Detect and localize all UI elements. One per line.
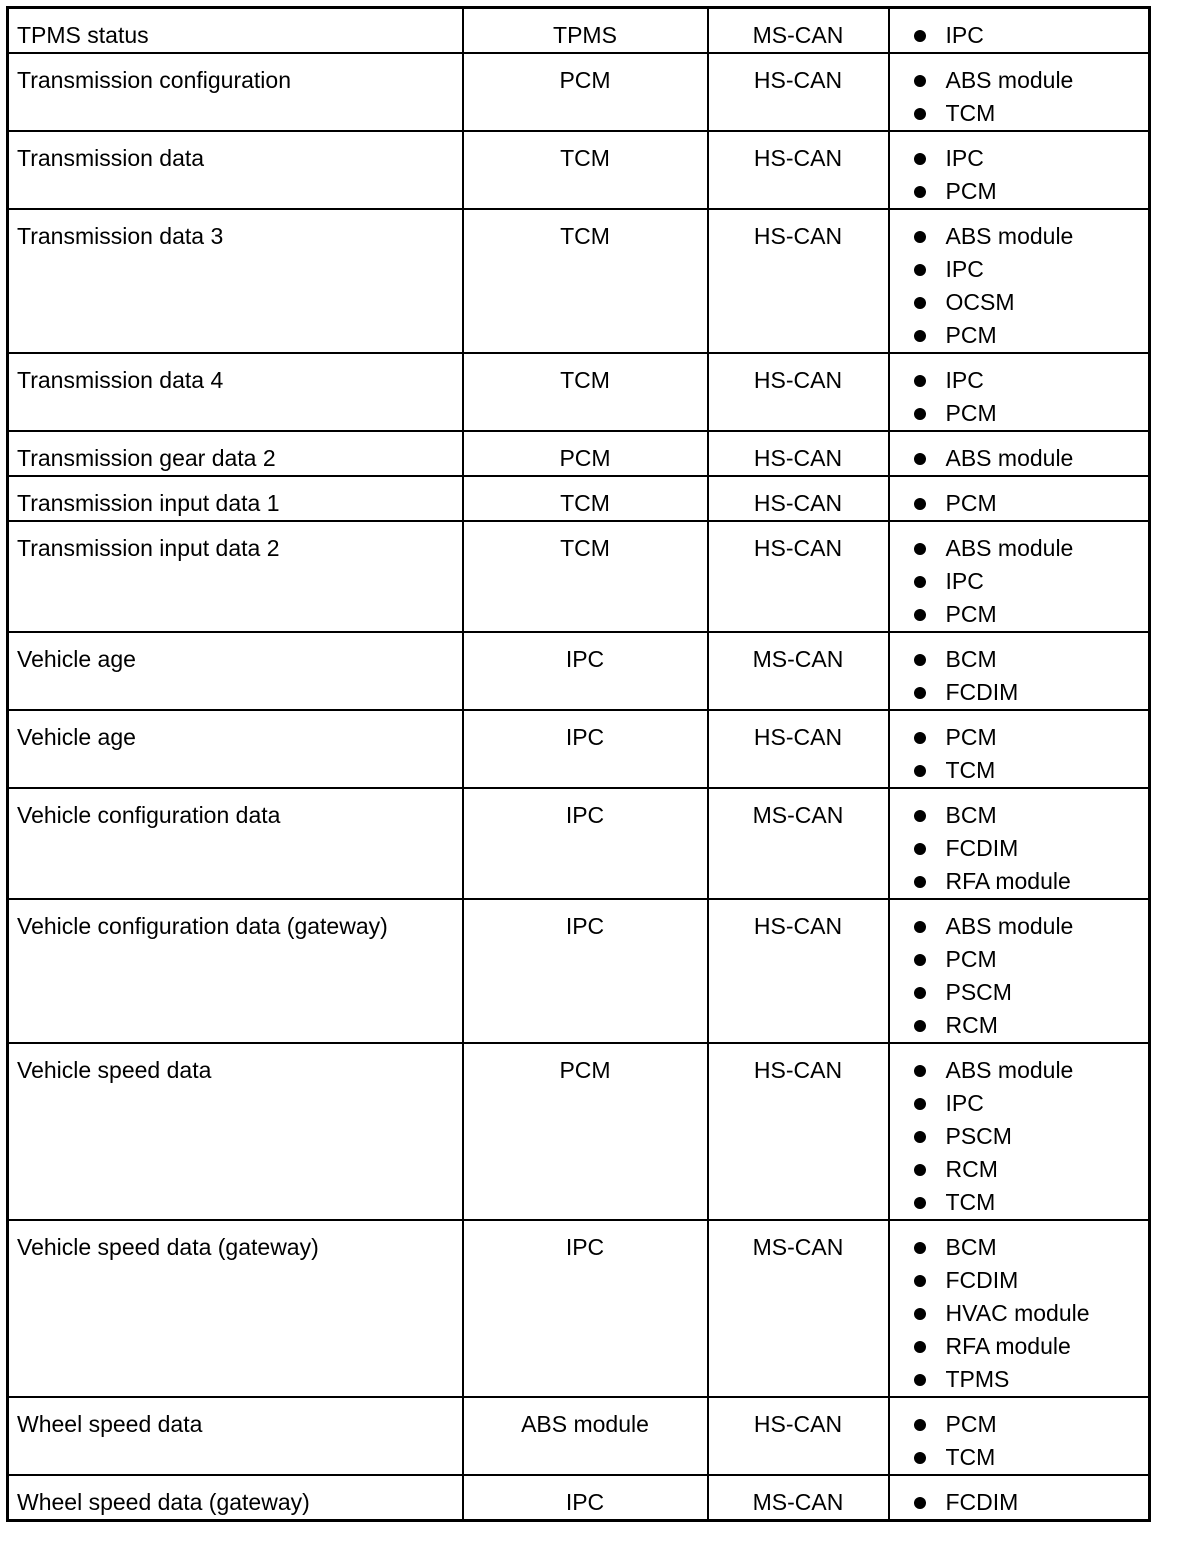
receiver-list <box>914 643 1141 709</box>
list-item <box>914 175 1141 208</box>
table-row <box>8 53 1150 131</box>
list-item <box>914 721 1141 754</box>
bullet-icon <box>914 954 926 966</box>
bullet-icon <box>914 1197 926 1209</box>
bullet-icon <box>914 810 926 822</box>
list-item <box>914 487 1141 520</box>
bullet-icon <box>914 75 926 87</box>
receiver-label: IPC <box>945 568 984 594</box>
receiving-modules-cell <box>889 131 1150 209</box>
network-cell: HS-CAN <box>708 431 889 476</box>
originating-module-cell: IPC <box>463 788 708 899</box>
originating-module-cell: TCM <box>463 476 708 521</box>
receiver-label: PCM <box>945 724 997 750</box>
message-name-cell: TPMS status <box>8 8 463 54</box>
list-item <box>914 1231 1141 1264</box>
network-cell: HS-CAN <box>708 899 889 1043</box>
receiver-label: ABS module <box>945 445 1074 471</box>
receiver-label: ABS module <box>945 1057 1074 1083</box>
message-name-cell: Vehicle configuration data <box>8 788 463 899</box>
receiver-label: RFA module <box>945 1333 1071 1359</box>
originating-module-cell: ABS module <box>463 1397 708 1475</box>
bullet-icon <box>914 1242 926 1254</box>
bullet-icon <box>914 375 926 387</box>
list-item <box>914 1087 1141 1120</box>
list-item <box>914 1297 1141 1330</box>
message-name-cell: Vehicle age <box>8 632 463 710</box>
network-cell: HS-CAN <box>708 53 889 131</box>
receiving-modules-cell <box>889 788 1150 899</box>
list-item <box>914 1408 1141 1441</box>
network-cell: HS-CAN <box>708 521 889 632</box>
network-message-table <box>6 6 1151 1522</box>
receiver-list <box>914 721 1141 787</box>
receiver-list <box>914 142 1141 208</box>
receiver-label: FCDIM <box>945 835 1019 861</box>
receiver-list <box>914 532 1141 631</box>
receiving-modules-cell <box>889 431 1150 476</box>
message-name-cell: Transmission configuration <box>8 53 463 131</box>
list-item <box>914 532 1141 565</box>
receiver-list <box>914 1486 1141 1519</box>
receiver-label: ABS module <box>945 67 1074 93</box>
bullet-icon <box>914 987 926 999</box>
table-row <box>8 521 1150 632</box>
receiver-label: BCM <box>945 646 997 672</box>
bullet-icon <box>914 1131 926 1143</box>
originating-module-cell: PCM <box>463 1043 708 1220</box>
receiver-label: TCM <box>945 757 996 783</box>
list-item <box>914 799 1141 832</box>
table-row <box>8 710 1150 788</box>
bullet-icon <box>914 1098 926 1110</box>
list-item <box>914 865 1141 898</box>
bullet-icon <box>914 231 926 243</box>
list-item <box>914 1153 1141 1186</box>
network-cell: MS-CAN <box>708 1220 889 1397</box>
receiving-modules-cell <box>889 521 1150 632</box>
list-item <box>914 1441 1141 1474</box>
network-cell: HS-CAN <box>708 476 889 521</box>
list-item <box>914 832 1141 865</box>
receiver-label: IPC <box>945 367 984 393</box>
table-row <box>8 476 1150 521</box>
receiving-modules-cell <box>889 209 1150 353</box>
receiver-list <box>914 1231 1141 1396</box>
list-item <box>914 142 1141 175</box>
receiver-label: RCM <box>945 1012 998 1038</box>
bullet-icon <box>914 1020 926 1032</box>
list-item <box>914 1120 1141 1153</box>
table-row <box>8 131 1150 209</box>
bullet-icon <box>914 732 926 744</box>
bullet-icon <box>914 297 926 309</box>
originating-module-cell: IPC <box>463 632 708 710</box>
bullet-icon <box>914 576 926 588</box>
list-item <box>914 943 1141 976</box>
bullet-icon <box>914 498 926 510</box>
bullet-icon <box>914 1374 926 1386</box>
message-name-cell: Vehicle speed data <box>8 1043 463 1220</box>
list-item <box>914 976 1141 1009</box>
table-row <box>8 1397 1150 1475</box>
table-row <box>8 1475 1150 1521</box>
receiver-list <box>914 910 1141 1042</box>
receiver-label: PCM <box>945 490 997 516</box>
table-body <box>8 8 1150 1521</box>
receiving-modules-cell <box>889 1475 1150 1521</box>
receiving-modules-cell <box>889 899 1150 1043</box>
originating-module-cell: IPC <box>463 1220 708 1397</box>
table-row <box>8 899 1150 1043</box>
receiver-label: OCSM <box>945 289 1015 315</box>
message-name-cell: Transmission input data 1 <box>8 476 463 521</box>
receiver-label: RCM <box>945 1156 998 1182</box>
list-item <box>914 397 1141 430</box>
receiver-label: PSCM <box>945 1123 1012 1149</box>
originating-module-cell: PCM <box>463 431 708 476</box>
receiver-label: HVAC module <box>945 1300 1090 1326</box>
bullet-icon <box>914 1341 926 1353</box>
receiver-label: PCM <box>945 400 997 426</box>
list-item <box>914 1264 1141 1297</box>
originating-module-cell: TCM <box>463 209 708 353</box>
list-item <box>914 1186 1141 1219</box>
bullet-icon <box>914 843 926 855</box>
receiver-label: BCM <box>945 1234 997 1260</box>
receiver-list <box>914 364 1141 430</box>
table-row <box>8 788 1150 899</box>
message-name-cell: Vehicle configuration data (gateway) <box>8 899 463 1043</box>
list-item <box>914 598 1141 631</box>
bullet-icon <box>914 1065 926 1077</box>
message-name-cell: Vehicle age <box>8 710 463 788</box>
list-item <box>914 565 1141 598</box>
list-item <box>914 676 1141 709</box>
receiver-label: IPC <box>945 1090 984 1116</box>
receiver-label: TCM <box>945 100 996 126</box>
bullet-icon <box>914 654 926 666</box>
receiver-label: TCM <box>945 1189 996 1215</box>
message-name-cell: Vehicle speed data (gateway) <box>8 1220 463 1397</box>
network-cell: HS-CAN <box>708 131 889 209</box>
list-item <box>914 1330 1141 1363</box>
table-row <box>8 632 1150 710</box>
bullet-icon <box>914 1275 926 1287</box>
receiving-modules-cell <box>889 1220 1150 1397</box>
list-item <box>914 64 1141 97</box>
network-cell: HS-CAN <box>708 1043 889 1220</box>
list-item <box>914 1009 1141 1042</box>
receiver-list <box>914 19 1141 52</box>
bullet-icon <box>914 687 926 699</box>
bullet-icon <box>914 1164 926 1176</box>
network-cell: MS-CAN <box>708 632 889 710</box>
bullet-icon <box>914 1497 926 1509</box>
bullet-icon <box>914 921 926 933</box>
receiver-label: PCM <box>945 178 997 204</box>
originating-module-cell: TCM <box>463 131 708 209</box>
message-name-cell: Transmission data <box>8 131 463 209</box>
receiver-list <box>914 1408 1141 1474</box>
receiver-label: FCDIM <box>945 1267 1019 1293</box>
list-item <box>914 97 1141 130</box>
bullet-icon <box>914 153 926 165</box>
network-cell: HS-CAN <box>708 1397 889 1475</box>
list-item <box>914 442 1141 475</box>
receiver-list <box>914 442 1141 475</box>
message-name-cell: Transmission data 3 <box>8 209 463 353</box>
list-item <box>914 910 1141 943</box>
message-name-cell: Transmission data 4 <box>8 353 463 431</box>
receiving-modules-cell <box>889 53 1150 131</box>
receiver-label: IPC <box>945 22 984 48</box>
originating-module-cell: TPMS <box>463 8 708 54</box>
receiving-modules-cell <box>889 632 1150 710</box>
table-row <box>8 1043 1150 1220</box>
bullet-icon <box>914 408 926 420</box>
list-item <box>914 319 1141 352</box>
receiving-modules-cell <box>889 353 1150 431</box>
list-item <box>914 1363 1141 1396</box>
receiving-modules-cell <box>889 8 1150 54</box>
list-item <box>914 754 1141 787</box>
receiver-label: TPMS <box>945 1366 1010 1392</box>
list-item <box>914 286 1141 319</box>
originating-module-cell: IPC <box>463 710 708 788</box>
table-row <box>8 431 1150 476</box>
list-item <box>914 1054 1141 1087</box>
bullet-icon <box>914 453 926 465</box>
receiver-label: PCM <box>945 1411 997 1437</box>
bullet-icon <box>914 609 926 621</box>
receiving-modules-cell <box>889 1043 1150 1220</box>
message-name-cell: Transmission gear data 2 <box>8 431 463 476</box>
network-cell: MS-CAN <box>708 1475 889 1521</box>
receiver-list <box>914 799 1141 898</box>
bullet-icon <box>914 1452 926 1464</box>
list-item <box>914 1486 1141 1519</box>
network-cell: HS-CAN <box>708 710 889 788</box>
table-row <box>8 1220 1150 1397</box>
bullet-icon <box>914 1419 926 1431</box>
bullet-icon <box>914 108 926 120</box>
list-item <box>914 643 1141 676</box>
table-row <box>8 8 1150 54</box>
receiver-label: FCDIM <box>945 679 1019 705</box>
bullet-icon <box>914 330 926 342</box>
receiver-label: PCM <box>945 946 997 972</box>
network-cell: HS-CAN <box>708 209 889 353</box>
receiver-list <box>914 64 1141 130</box>
message-name-cell: Transmission input data 2 <box>8 521 463 632</box>
list-item <box>914 253 1141 286</box>
bullet-icon <box>914 876 926 888</box>
receiver-label: RFA module <box>945 868 1071 894</box>
receiver-label: PCM <box>945 322 997 348</box>
originating-module-cell: PCM <box>463 53 708 131</box>
bullet-icon <box>914 765 926 777</box>
bullet-icon <box>914 186 926 198</box>
network-cell: MS-CAN <box>708 788 889 899</box>
message-name-cell: Wheel speed data <box>8 1397 463 1475</box>
originating-module-cell: IPC <box>463 1475 708 1521</box>
receiver-list <box>914 1054 1141 1219</box>
receiver-list <box>914 220 1141 352</box>
receiving-modules-cell <box>889 476 1150 521</box>
receiver-label: ABS module <box>945 535 1074 561</box>
list-item <box>914 364 1141 397</box>
bullet-icon <box>914 1308 926 1320</box>
network-cell: HS-CAN <box>708 353 889 431</box>
network-cell: MS-CAN <box>708 8 889 54</box>
originating-module-cell: IPC <box>463 899 708 1043</box>
receiver-label: PCM <box>945 601 997 627</box>
bullet-icon <box>914 30 926 42</box>
table-row <box>8 209 1150 353</box>
receiver-label: PSCM <box>945 979 1012 1005</box>
receiver-label: ABS module <box>945 913 1074 939</box>
message-name-cell: Wheel speed data (gateway) <box>8 1475 463 1521</box>
originating-module-cell: TCM <box>463 521 708 632</box>
originating-module-cell: TCM <box>463 353 708 431</box>
receiver-label: BCM <box>945 802 997 828</box>
table-row <box>8 353 1150 431</box>
receiving-modules-cell <box>889 710 1150 788</box>
bullet-icon <box>914 543 926 555</box>
receiver-label: FCDIM <box>945 1489 1019 1515</box>
receiver-label: TCM <box>945 1444 996 1470</box>
receiver-label: IPC <box>945 256 984 282</box>
receiving-modules-cell <box>889 1397 1150 1475</box>
list-item <box>914 19 1141 52</box>
receiver-list <box>914 487 1141 520</box>
bullet-icon <box>914 264 926 276</box>
receiver-label: ABS module <box>945 223 1074 249</box>
receiver-label: IPC <box>945 145 984 171</box>
list-item <box>914 220 1141 253</box>
